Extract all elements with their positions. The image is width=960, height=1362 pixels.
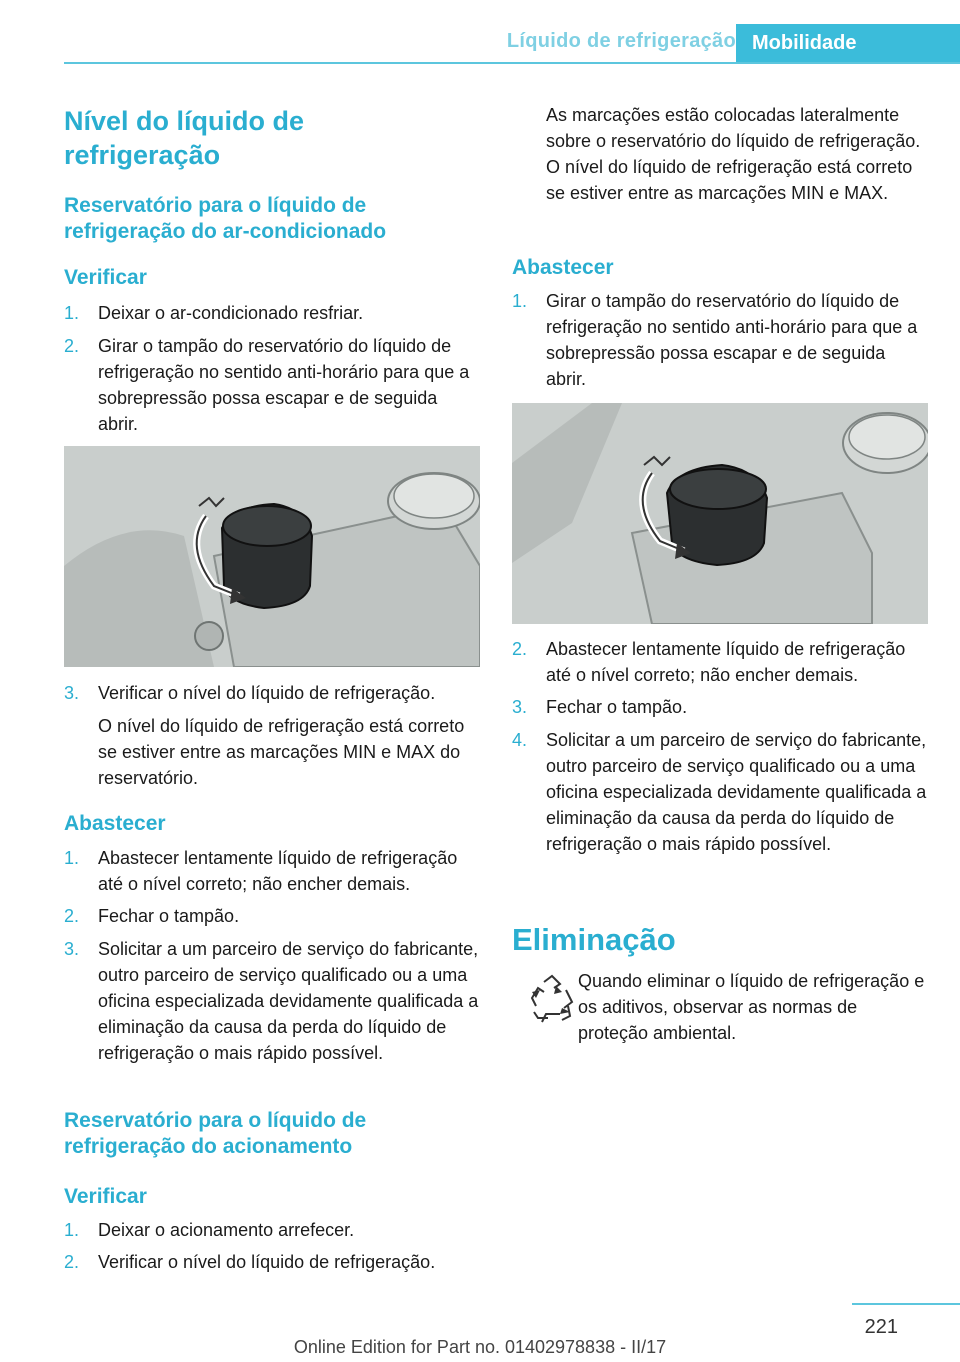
reservoir-cap-photo	[512, 403, 928, 624]
page-number-rule	[852, 1303, 960, 1305]
chapter-tab: Mobilidade	[736, 24, 960, 64]
list-item: 3. Verificar o nível do líquido de refrigeração.	[64, 683, 436, 703]
section-heading-eliminacao: Eliminação	[512, 922, 676, 957]
subheading-verificar: Verificar	[64, 1185, 147, 1208]
disposal-text: Quando eliminar o líquido de refrigeração e os aditivos, observar as normas de proteção ambiental.	[578, 971, 925, 1043]
list-item: 2. Abastecer lentamente líquido de refrigeração até o nível correto; não encher demais.	[512, 639, 906, 685]
subheading-abastecer: Abastecer	[512, 256, 614, 279]
list-item: 2. Verificar o nível do líquido de refrigeração.	[64, 1252, 436, 1272]
list-item: 2. Fechar o tampão.	[64, 906, 240, 926]
edition-footer: Online Edition for Part no. 01402978838 - II/17	[293, 1337, 667, 1357]
list-item: 4. Solicitar a um parceiro de serviço do fabricante, outro parceiro de serviço qualificado ou a uma oficina especializada devidamente qualificada a eliminação da causa da perda do líquido de refrigeração o mais rápido possível.	[512, 730, 927, 854]
page-number: 221	[864, 1316, 898, 1338]
subheading-verificar: Verificar	[64, 266, 147, 289]
list-item: 1. Deixar o acionamento arrefecer.	[64, 1220, 355, 1240]
list-item: 3. Solicitar a um parceiro de serviço do fabricante, outro parceiro de serviço qualificado ou a uma oficina especializada devidamente qualificada a eliminação da causa da perda do líquido de refrigeração o mais rápido possível.	[64, 939, 479, 1063]
running-header-section: Líquido de refrigeração	[506, 30, 736, 52]
note-paragraph: As marcações estão colocadas lateralmente sobre o reservatório do líquido de refrigeração. O nível do líquido de refrigeração está correto se estiver entre as marcações MIN e MAX.	[546, 105, 921, 203]
header-rule	[64, 62, 960, 64]
list-item: 1. Deixar o ar-condicionado resfriar.	[64, 303, 364, 323]
page-title: Nível do líquido de refrigeração	[64, 106, 305, 170]
recycle-icon	[526, 972, 578, 1028]
section-heading-ac-reservoir: Reservatório para o líquido de refrigeração do ar-condicionado	[64, 194, 387, 243]
list-item: 1. Abastecer lentamente líquido de refrigeração até o nível correto; não encher demais.	[64, 848, 458, 894]
section-heading-drive-reservoir: Reservatório para o líquido de refrigeração do acionamento	[64, 1109, 367, 1158]
reservoir-cap-photo	[64, 446, 480, 667]
note-paragraph: O nível do líquido de refrigeração está correto se estiver entre as marcações MIN e MAX do reservatório.	[98, 716, 465, 788]
list-item: 1. Girar o tampão do reservatório do líquido de refrigeração no sentido anti-horário para que a sobrepressão possa escapar e de seguida abrir.	[512, 291, 918, 389]
list-item: 3. Fechar o tampão.	[512, 697, 688, 717]
list-item: 2. Girar o tampão do reservatório do líquido de refrigeração no sentido anti-horário para que a sobrepressão possa escapar e de seguida abrir.	[64, 336, 470, 434]
subheading-abastecer: Abastecer	[64, 812, 166, 835]
